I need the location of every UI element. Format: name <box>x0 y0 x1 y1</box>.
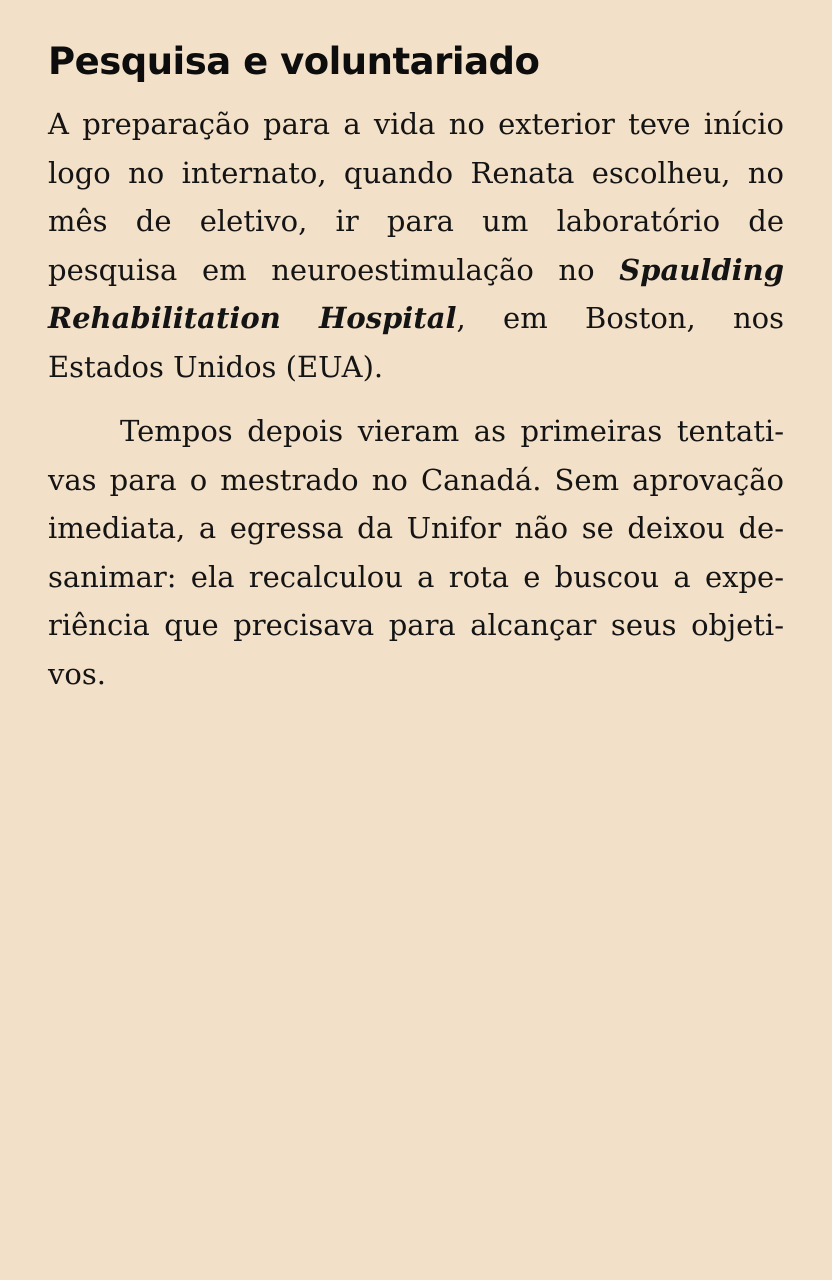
paragraph-1-text-start: A preparação para a vida no exterior teve início logo no internato, quando Renata escolheu, no mês de eletivo, ir para um laboratório de pesquisa em neuroestimulação no <box>48 107 784 287</box>
hospital-name: Spaulding Rehabilitation Hospital <box>48 252 784 335</box>
paragraph-1 <box>48 100 784 391</box>
section-heading: Pesquisa e voluntariado <box>48 40 540 83</box>
paragraph-2: Tempos depois vieram as primeiras tentativas para o mestrado no Canadá. Sem aprovação imediata, a egressa da Unifor não se deixou desanimar: ela recalculou a rota e buscou a experiência que precisava para alcançar seus objetivos. <box>48 414 784 691</box>
paragraph-1-text-end: , em Boston, nos Estados Unidos (EUA). <box>48 301 784 384</box>
